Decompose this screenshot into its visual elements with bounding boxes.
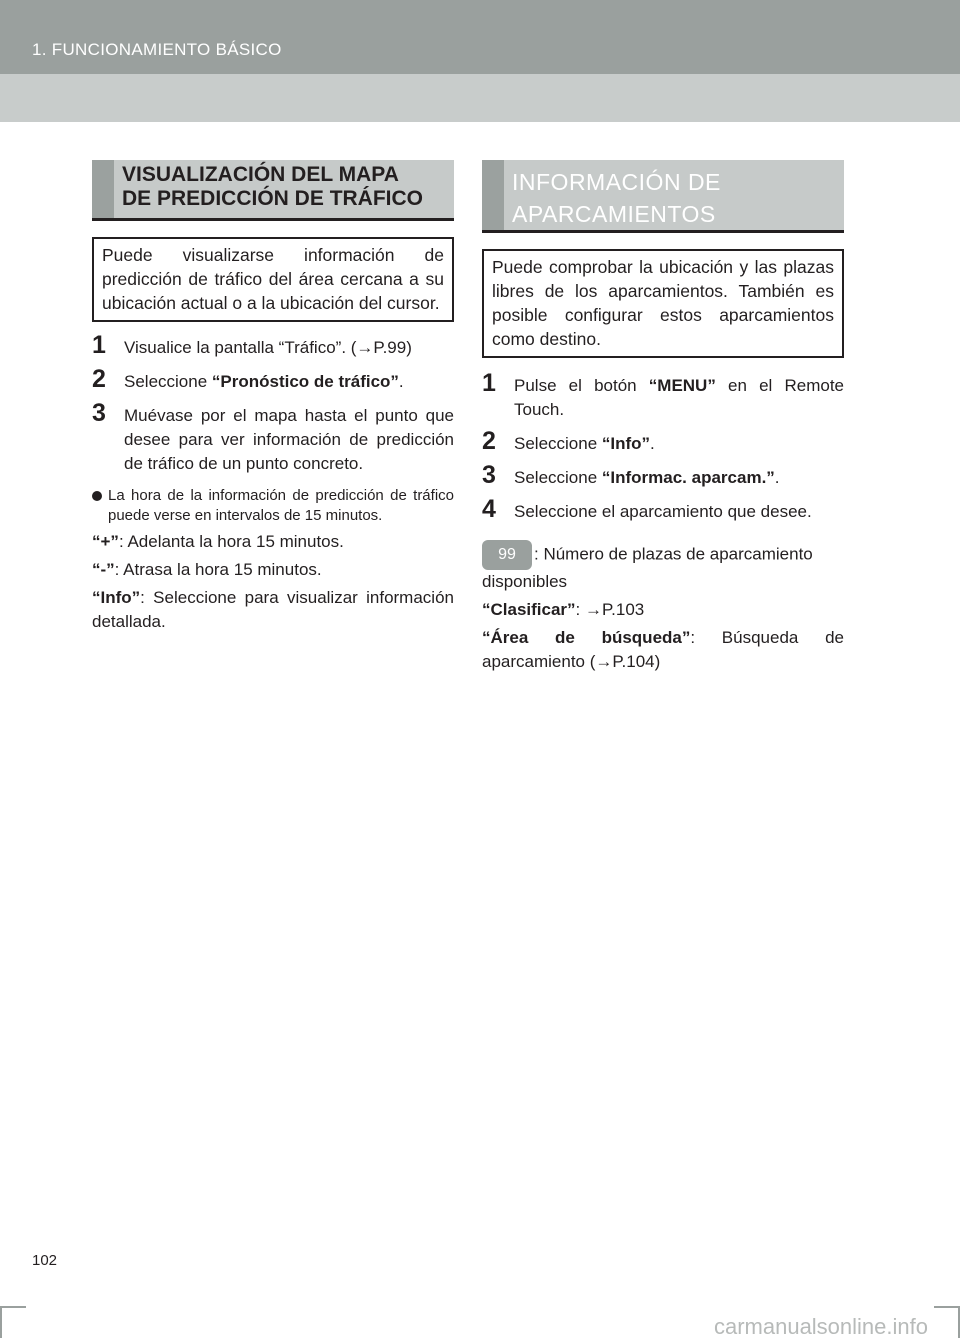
right-title: INFORMACIÓN DE APARCAMIENTOS: [512, 169, 721, 227]
parking-count-desc: : Número de plazas de aparcamiento disponibles: [482, 544, 813, 591]
definition-plus: [92, 530, 454, 554]
right-steps: [482, 369, 844, 524]
step-number: 3: [92, 399, 106, 427]
step-text: Muévase por el mapa hasta el punto que desee para ver información de predicción de tráfico de un punto concreto.: [124, 406, 454, 473]
parking-count-line: [482, 540, 844, 594]
definition-desc: : →P.103: [575, 600, 645, 619]
step-option: “Pronóstico de tráfico”: [211, 372, 399, 391]
definition-desc: : Atrasa la hora 15 minutos.: [114, 560, 322, 579]
crop-mark: [934, 1306, 960, 1308]
step-option: “Informac. aparcam.”: [601, 468, 775, 487]
header-band: [0, 0, 960, 122]
step-number: 2: [92, 365, 106, 393]
right-title-block: [482, 160, 844, 233]
step-text: Visualice la pantalla “Tráfico”. (→P.99): [124, 338, 412, 357]
right-step-1: [482, 369, 844, 422]
step-text-end: .: [774, 468, 780, 487]
left-title: VISUALIZACIÓN DEL MAPA DE PREDICCIÓN DE TRÁFICO: [122, 163, 424, 210]
definition-desc: : Seleccione para visualizar información detallada.: [92, 588, 454, 631]
definition-desc: : Adelanta la hora 15 minutos.: [118, 532, 344, 551]
right-intro-box: Puede comprobar la ubicación y las plazas libres de los aparcamientos. También es posible configurar estos aparcamientos como destino.: [482, 249, 844, 358]
step-text: Pulse el botón: [514, 376, 649, 395]
left-steps: [92, 331, 454, 476]
definition-minus: [92, 558, 454, 582]
definition-desc: : Búsqueda de aparcamiento (→P.104): [482, 628, 844, 671]
step-text-end: en el Remote Touch.: [514, 376, 844, 419]
step-text: Seleccione: [514, 434, 602, 453]
left-step-3: [92, 399, 454, 476]
left-note: [92, 486, 454, 526]
definition-clasificar: [482, 598, 844, 622]
right-title-tab: [482, 160, 504, 230]
page-number: 102: [32, 1252, 58, 1269]
definition-term: “+”: [92, 532, 119, 551]
step-number: 1: [482, 369, 496, 397]
step-number: 1: [92, 331, 106, 359]
step-number: 2: [482, 427, 496, 455]
right-step-3: [482, 461, 844, 490]
definition-term: “-”: [92, 560, 115, 579]
parking-count-badge: 99: [482, 540, 532, 570]
left-step-1: [92, 331, 454, 360]
header-band-dark: [0, 0, 960, 74]
left-intro-box: Puede visualizarse información de predicción de tráfico del área cercana a su ubicación actual o a la ubicación del cursor.: [92, 237, 454, 322]
step-number: 3: [482, 461, 496, 489]
left-column: [92, 160, 454, 634]
note-text: La hora de la información de predicción de tráfico puede verse en intervalos de 15 minutos.: [108, 487, 454, 524]
definition-term: “Área de búsqueda”: [482, 628, 691, 647]
definition-area-busqueda: [482, 626, 844, 674]
step-text: Seleccione: [514, 468, 602, 487]
step-number: 4: [482, 495, 496, 523]
left-step-2: [92, 365, 454, 394]
right-step-2: [482, 427, 844, 456]
left-title-block: [92, 160, 454, 221]
step-text: Seleccione el aparcamiento que desee.: [514, 502, 812, 521]
right-step-4: [482, 495, 844, 524]
step-text: Seleccione: [124, 372, 212, 391]
step-option: “Info”: [601, 434, 651, 453]
crop-mark: [0, 1306, 26, 1308]
step-text-end: .: [398, 372, 404, 391]
step-text-end: .: [650, 434, 655, 453]
right-column: [482, 160, 844, 674]
definition-term: “Info”: [92, 588, 141, 607]
left-title-tab: [92, 160, 114, 218]
definition-term: “Clasificar”: [482, 600, 576, 619]
watermark: carmanualsonline.info: [713, 1314, 928, 1339]
step-option: “MENU”: [648, 376, 716, 395]
bullet-dot-icon: [92, 491, 102, 501]
section-header: 1. FUNCIONAMIENTO BÁSICO: [32, 40, 282, 59]
definition-info: [92, 586, 454, 634]
crop-mark: [0, 1306, 2, 1338]
